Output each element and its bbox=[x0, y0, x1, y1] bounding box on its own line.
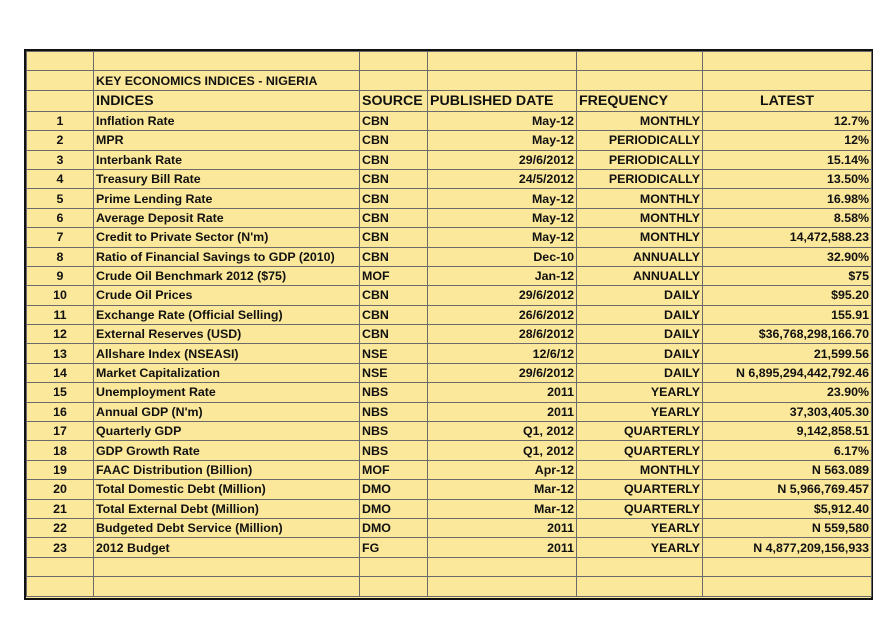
published-date-cell: 29/6/2012 bbox=[428, 286, 577, 305]
source-cell: NBS bbox=[360, 402, 428, 421]
source-cell: NBS bbox=[360, 383, 428, 402]
header-published-date: PUBLISHED DATE bbox=[428, 90, 577, 111]
source-cell: DMO bbox=[360, 480, 428, 499]
source-cell: CBN bbox=[360, 150, 428, 169]
published-date-cell: 29/6/2012 bbox=[428, 150, 577, 169]
indicator-name: Average Deposit Rate bbox=[94, 208, 360, 227]
source-cell: DMO bbox=[360, 499, 428, 518]
row-number: 16 bbox=[27, 402, 94, 421]
indicator-name: Budgeted Debt Service (Million) bbox=[94, 518, 360, 537]
published-date-cell: Jan-12 bbox=[428, 266, 577, 285]
indicator-name: Inflation Rate bbox=[94, 111, 360, 130]
latest-value-cell: 37,303,405.30 bbox=[703, 402, 872, 421]
table-row bbox=[27, 266, 872, 285]
row-number: 6 bbox=[27, 208, 94, 227]
latest-value-cell: 13.50% bbox=[703, 169, 872, 188]
frequency-cell: QUARTERLY bbox=[577, 499, 703, 518]
latest-value-cell: 8.58% bbox=[703, 208, 872, 227]
row-number: 15 bbox=[27, 383, 94, 402]
published-date-cell: Q1, 2012 bbox=[428, 422, 577, 441]
frequency-cell: QUARTERLY bbox=[577, 480, 703, 499]
source-cell: NBS bbox=[360, 441, 428, 460]
published-date-cell: Mar-12 bbox=[428, 480, 577, 499]
table-row bbox=[27, 305, 872, 324]
spacer-row bbox=[27, 52, 872, 71]
indicator-name: Crude Oil Prices bbox=[94, 286, 360, 305]
row-number: 20 bbox=[27, 480, 94, 499]
published-date-cell: May-12 bbox=[428, 228, 577, 247]
published-date-cell: 29/6/2012 bbox=[428, 363, 577, 382]
frequency-cell: DAILY bbox=[577, 344, 703, 363]
frequency-cell: PERIODICALLY bbox=[577, 131, 703, 150]
table-row bbox=[27, 344, 872, 363]
latest-value-cell: 15.14% bbox=[703, 150, 872, 169]
published-date-cell: Mar-12 bbox=[428, 499, 577, 518]
frequency-cell: ANNUALLY bbox=[577, 266, 703, 285]
row-number: 7 bbox=[27, 228, 94, 247]
table-row bbox=[27, 538, 872, 557]
source-cell: CBN bbox=[360, 325, 428, 344]
row-number: 14 bbox=[27, 363, 94, 382]
source-cell: DMO bbox=[360, 518, 428, 537]
indicator-name: Credit to Private Sector (N'm) bbox=[94, 228, 360, 247]
source-cell: NSE bbox=[360, 344, 428, 363]
table-row bbox=[27, 208, 872, 227]
row-number: 4 bbox=[27, 169, 94, 188]
latest-value-cell: 6.17% bbox=[703, 441, 872, 460]
indicator-name: External Reserves (USD) bbox=[94, 325, 360, 344]
frequency-cell: YEARLY bbox=[577, 518, 703, 537]
latest-value-cell: 12% bbox=[703, 131, 872, 150]
indicator-name: 2012 Budget bbox=[94, 538, 360, 557]
source-cell: CBN bbox=[360, 111, 428, 130]
table-row bbox=[27, 325, 872, 344]
row-number: 3 bbox=[27, 150, 94, 169]
header-frequency: FREQUENCY bbox=[577, 90, 703, 111]
table-row bbox=[27, 131, 872, 150]
indicator-name: Prime Lending Rate bbox=[94, 189, 360, 208]
table-row bbox=[27, 111, 872, 130]
indicator-name: Exchange Rate (Official Selling) bbox=[94, 305, 360, 324]
published-date-cell: 2011 bbox=[428, 383, 577, 402]
indicator-name: Annual GDP (N'm) bbox=[94, 402, 360, 421]
published-date-cell: 2011 bbox=[428, 518, 577, 537]
table-row bbox=[27, 150, 872, 169]
source-cell: CBN bbox=[360, 228, 428, 247]
indicator-name: Unemployment Rate bbox=[94, 383, 360, 402]
row-number: 13 bbox=[27, 344, 94, 363]
frequency-cell: DAILY bbox=[577, 325, 703, 344]
published-date-cell: May-12 bbox=[428, 131, 577, 150]
latest-value-cell: N 559,580 bbox=[703, 518, 872, 537]
table-row bbox=[27, 518, 872, 537]
latest-value-cell: $5,912.40 bbox=[703, 499, 872, 518]
indicator-name: Allshare Index (NSEASI) bbox=[94, 344, 360, 363]
row-number: 22 bbox=[27, 518, 94, 537]
indicator-name: Ratio of Financial Savings to GDP (2010) bbox=[94, 247, 360, 266]
latest-value-cell: 32.90% bbox=[703, 247, 872, 266]
indicator-name: FAAC Distribution (Billion) bbox=[94, 460, 360, 479]
source-cell: MOF bbox=[360, 266, 428, 285]
table-row bbox=[27, 480, 872, 499]
source-cell: NSE bbox=[360, 363, 428, 382]
table-row bbox=[27, 383, 872, 402]
latest-value-cell: $36,768,298,166.70 bbox=[703, 325, 872, 344]
source-cell: MOF bbox=[360, 460, 428, 479]
latest-value-cell: 155.91 bbox=[703, 305, 872, 324]
frequency-cell: YEARLY bbox=[577, 383, 703, 402]
latest-value-cell: N 5,966,769.457 bbox=[703, 480, 872, 499]
frequency-cell: YEARLY bbox=[577, 538, 703, 557]
latest-value-cell: $75 bbox=[703, 266, 872, 285]
frequency-cell: YEARLY bbox=[577, 402, 703, 421]
frequency-cell: MONTHLY bbox=[577, 460, 703, 479]
source-cell: CBN bbox=[360, 286, 428, 305]
latest-value-cell: 12.7% bbox=[703, 111, 872, 130]
latest-value-cell: 14,472,588.23 bbox=[703, 228, 872, 247]
spacer-row bbox=[27, 577, 872, 596]
source-cell: CBN bbox=[360, 305, 428, 324]
table-row bbox=[27, 460, 872, 479]
published-date-cell: May-12 bbox=[428, 111, 577, 130]
header-indices: INDICES bbox=[94, 90, 360, 111]
source-cell: NBS bbox=[360, 422, 428, 441]
row-number: 23 bbox=[27, 538, 94, 557]
row-number: 12 bbox=[27, 325, 94, 344]
spreadsheet bbox=[24, 49, 873, 600]
indicator-name: Interbank Rate bbox=[94, 150, 360, 169]
source-cell: CBN bbox=[360, 208, 428, 227]
header-source: SOURCE bbox=[360, 90, 428, 111]
frequency-cell: PERIODICALLY bbox=[577, 169, 703, 188]
row-number: 9 bbox=[27, 266, 94, 285]
published-date-cell: Apr-12 bbox=[428, 460, 577, 479]
frequency-cell: ANNUALLY bbox=[577, 247, 703, 266]
published-date-cell: 2011 bbox=[428, 538, 577, 557]
frequency-cell: MONTHLY bbox=[577, 228, 703, 247]
indicator-name: MPR bbox=[94, 131, 360, 150]
latest-value-cell: $95.20 bbox=[703, 286, 872, 305]
source-cell: CBN bbox=[360, 169, 428, 188]
row-number: 21 bbox=[27, 499, 94, 518]
spacer-row bbox=[27, 557, 872, 576]
frequency-cell: DAILY bbox=[577, 363, 703, 382]
table-row bbox=[27, 441, 872, 460]
frequency-cell: DAILY bbox=[577, 286, 703, 305]
table-row bbox=[27, 228, 872, 247]
published-date-cell: May-12 bbox=[428, 208, 577, 227]
frequency-cell: PERIODICALLY bbox=[577, 150, 703, 169]
header-latest: LATEST bbox=[703, 90, 872, 111]
published-date-cell: 12/6/12 bbox=[428, 344, 577, 363]
published-date-cell: Q1, 2012 bbox=[428, 441, 577, 460]
latest-value-cell: 16.98% bbox=[703, 189, 872, 208]
row-number: 17 bbox=[27, 422, 94, 441]
indicator-name: Market Capitalization bbox=[94, 363, 360, 382]
table-row bbox=[27, 189, 872, 208]
latest-value-cell: 21,599.56 bbox=[703, 344, 872, 363]
source-cell: CBN bbox=[360, 189, 428, 208]
indicator-name: Total External Debt (Million) bbox=[94, 499, 360, 518]
latest-value-cell: N 6,895,294,442,792.46 bbox=[703, 363, 872, 382]
indicator-name: Total Domestic Debt (Million) bbox=[94, 480, 360, 499]
frequency-cell: QUARTERLY bbox=[577, 441, 703, 460]
table-title: KEY ECONOMICS INDICES - NIGERIA bbox=[94, 71, 360, 90]
title-row bbox=[27, 71, 872, 90]
frequency-cell: MONTHLY bbox=[577, 208, 703, 227]
table-row bbox=[27, 286, 872, 305]
row-number: 2 bbox=[27, 131, 94, 150]
published-date-cell: 28/6/2012 bbox=[428, 325, 577, 344]
source-cell: CBN bbox=[360, 131, 428, 150]
row-number: 10 bbox=[27, 286, 94, 305]
row-number: 11 bbox=[27, 305, 94, 324]
published-date-cell: 2011 bbox=[428, 402, 577, 421]
frequency-cell: MONTHLY bbox=[577, 111, 703, 130]
indices-table bbox=[26, 51, 872, 597]
row-number: 8 bbox=[27, 247, 94, 266]
published-date-cell: Dec-10 bbox=[428, 247, 577, 266]
indicator-name: Quarterly GDP bbox=[94, 422, 360, 441]
header-row bbox=[27, 90, 872, 111]
row-number: 1 bbox=[27, 111, 94, 130]
latest-value-cell: 23.90% bbox=[703, 383, 872, 402]
table-row bbox=[27, 402, 872, 421]
source-cell: FG bbox=[360, 538, 428, 557]
table-row bbox=[27, 363, 872, 382]
frequency-cell: DAILY bbox=[577, 305, 703, 324]
published-date-cell: 26/6/2012 bbox=[428, 305, 577, 324]
table-row bbox=[27, 247, 872, 266]
row-number: 5 bbox=[27, 189, 94, 208]
latest-value-cell: N 563.089 bbox=[703, 460, 872, 479]
table-row bbox=[27, 169, 872, 188]
indicator-name: Treasury Bill Rate bbox=[94, 169, 360, 188]
table-row bbox=[27, 422, 872, 441]
row-number: 18 bbox=[27, 441, 94, 460]
latest-value-cell: 9,142,858.51 bbox=[703, 422, 872, 441]
latest-value-cell: N 4,877,209,156,933 bbox=[703, 538, 872, 557]
frequency-cell: QUARTERLY bbox=[577, 422, 703, 441]
table-row bbox=[27, 499, 872, 518]
source-cell: CBN bbox=[360, 247, 428, 266]
row-number: 19 bbox=[27, 460, 94, 479]
indicator-name: GDP Growth Rate bbox=[94, 441, 360, 460]
indicator-name: Crude Oil Benchmark 2012 ($75) bbox=[94, 266, 360, 285]
published-date-cell: 24/5/2012 bbox=[428, 169, 577, 188]
published-date-cell: May-12 bbox=[428, 189, 577, 208]
frequency-cell: MONTHLY bbox=[577, 189, 703, 208]
